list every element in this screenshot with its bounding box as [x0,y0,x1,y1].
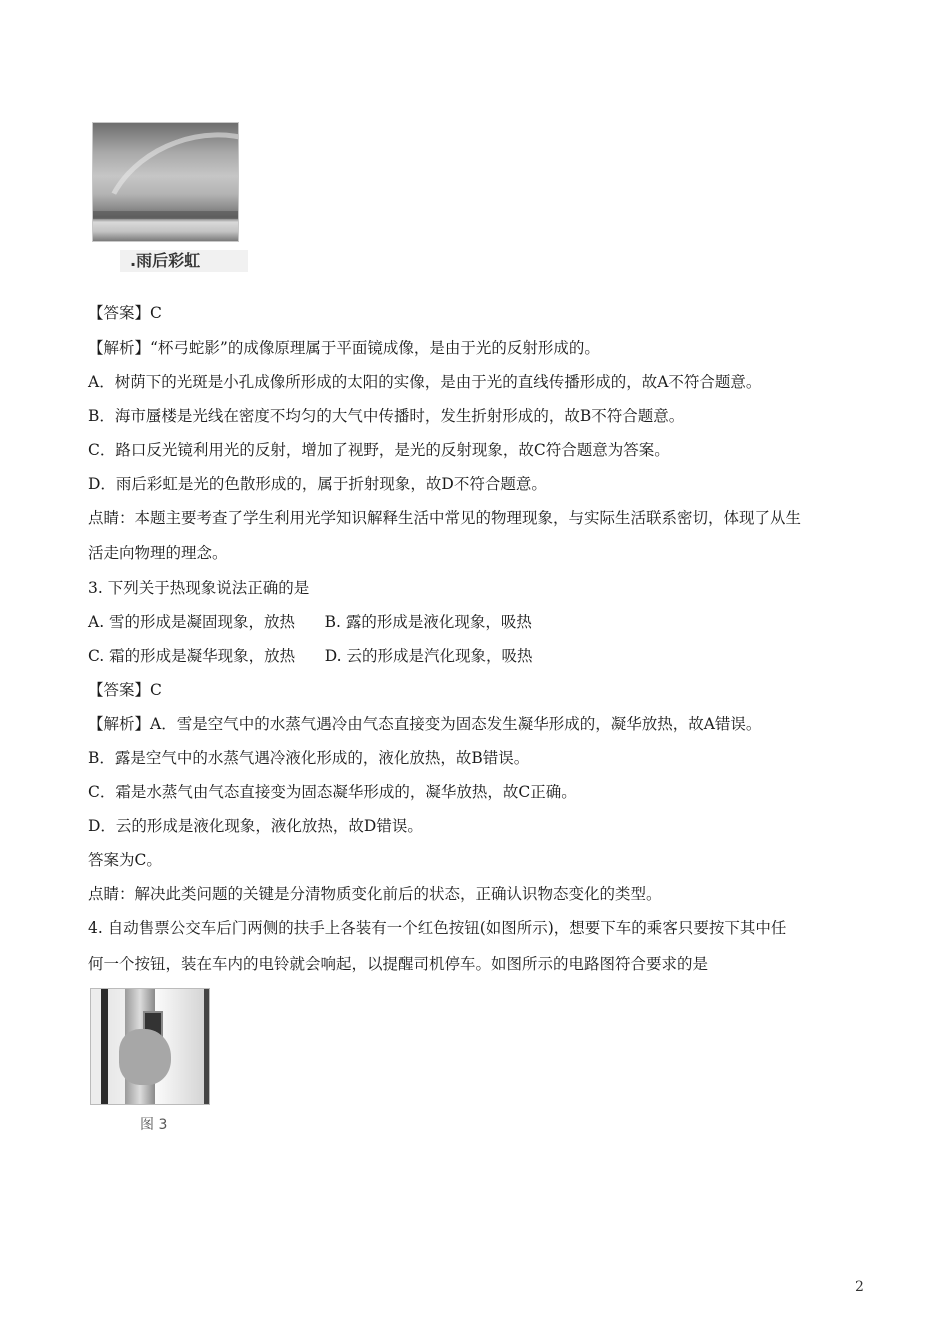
q4-stem-line: 4. 自动售票公交车后门两侧的扶手上各装有一个红色按钮(如图所示)，想要下车的乘客只要按下其中任 [88,919,787,937]
q3-analysis-line: D．云的形成是液化现象，液化放热，故D错误。 [88,817,423,835]
q3-analysis-line: 【解析】A．雪是空气中的水蒸气遇冷由气态直接变为固态发生凝华形成的，凝华放热，故A错误。 [88,715,762,733]
q3-options-row: C. 霜的形成是凝华现象，放热 D. 云的形成是汽化现象，吸热 [88,647,533,665]
shoreline [93,211,238,219]
q3-stem: 3. 下列关于热现象说法正确的是 [88,579,310,597]
q2-answer: 【答案】C [88,304,162,322]
q3-conclusion: 答案为C。 [88,851,162,869]
q3-analysis-line: C．霜是水蒸气由气态直接变为固态凝华形成的，凝华放热，故C正确。 [88,783,577,801]
q2-comment-line: 活走向物理的理念。 [88,544,228,562]
figure-3-caption: 图 3 [140,1117,168,1133]
q2-analysis-line: B．海市蜃楼是光线在密度不均匀的大气中传播时，发生折射形成的，故B不符合题意。 [88,407,685,425]
rainbow-photo [92,122,239,242]
page-number: 2 [855,1279,864,1295]
q3-options-row: A. 雪的形成是凝固现象，放热 B. 露的形成是液化现象，吸热 [88,613,532,631]
q2-comment-line: 点睛：本题主要考查了学生利用光学知识解释生活中常见的物理现象，与实际生活联系密切，体现了从生 [88,509,802,527]
rainbow-arc [92,122,239,242]
q3-comment-line: 点睛：解决此类问题的关键是分清物质变化前后的状态，正确认识物态变化的类型。 [88,885,662,903]
q2-analysis-line: C．路口反光镜利用光的反射，增加了视野，是光的反射现象，故C符合题意为答案。 [88,441,670,459]
q4-stem-line: 何一个按钮，装在车内的电铃就会响起，以提醒司机停车。如图所示的电路图符合要求的是 [88,955,709,973]
q3-answer: 【答案】C [88,681,162,699]
q2-analysis-line: 【解析】“杯弓蛇影”的成像原理属于平面镜成像，是由于光的反射形成的。 [88,339,600,357]
rainbow-caption: .雨后彩虹 [120,250,248,272]
bus-handle-photo [90,988,210,1105]
hand [119,1029,171,1085]
q2-analysis-line: D．雨后彩虹是光的色散形成的，属于折射现象，故D不符合题意。 [88,475,547,493]
q2-analysis-line: A．树荫下的光斑是小孔成像所形成的太阳的实像，是由于光的直线传播形成的，故A不符合题意。 [88,373,762,391]
q3-analysis-line: B．露是空气中的水蒸气遇冷液化形成的，液化放热，故B错误。 [88,749,530,767]
